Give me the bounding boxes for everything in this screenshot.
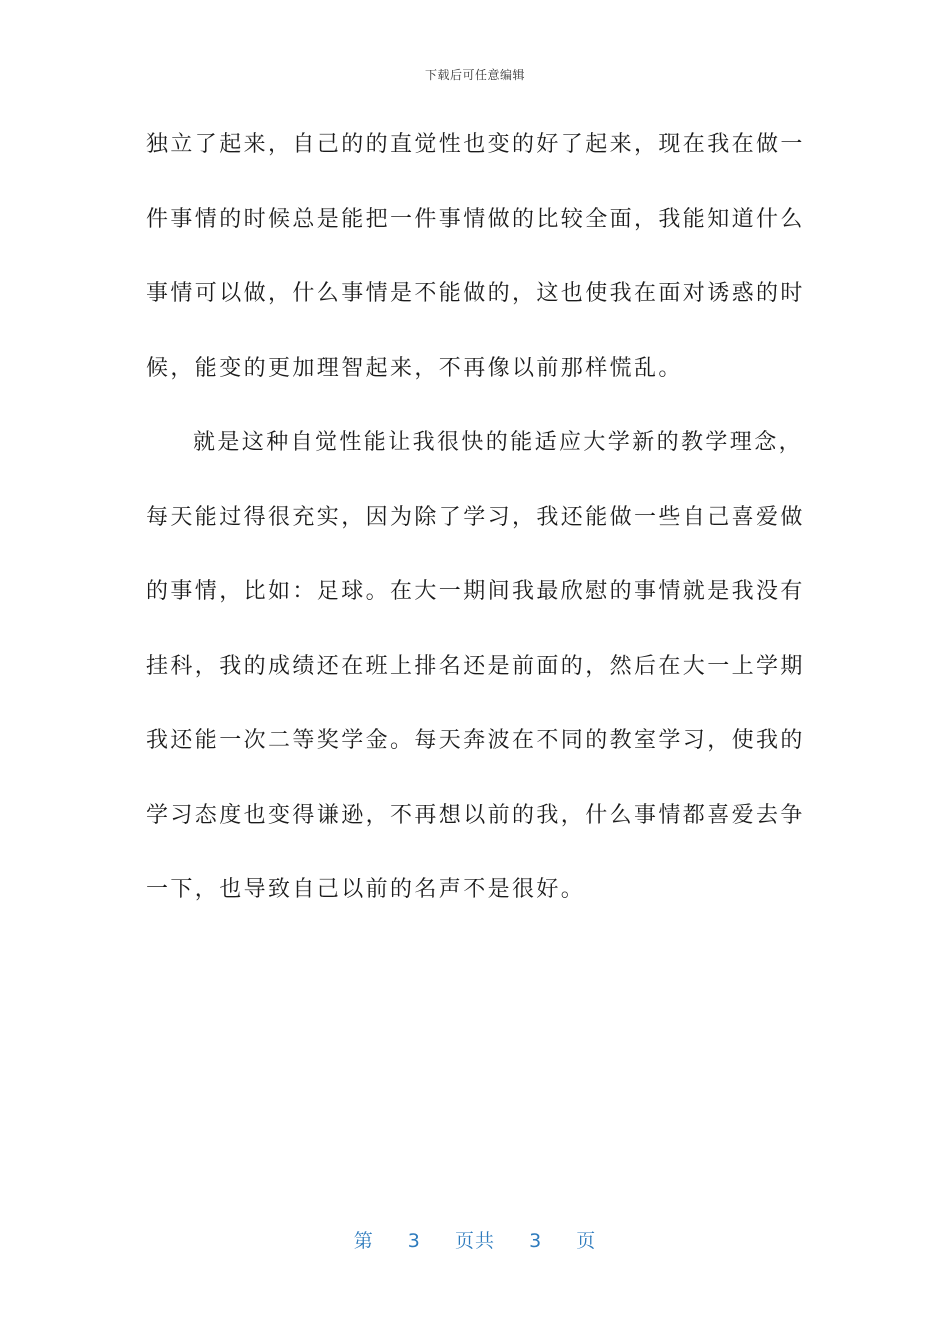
paragraph-first-line: 就是这种自觉性能让我很快的能适应大学新的教学理念， bbox=[193, 430, 804, 455]
text-line: 我还能一次二等奖学金。每天奔波在不同的教室学习，使我的 bbox=[146, 728, 805, 753]
text-line: 挂科，我的成绩还在班上排名还是前面的，然后在大一上学期 bbox=[146, 653, 805, 679]
text-line: 件事情的时候总是能把一件事情做的比较全面，我能知道什么 bbox=[146, 206, 805, 232]
text-line: 一下，也导致自己以前的名声不是很好。 bbox=[146, 877, 586, 902]
text-line: 独立了起来，自己的的直觉性也变的好了起来，现在我在做一 bbox=[146, 132, 805, 157]
page-label-mid: 页共 bbox=[454, 1230, 495, 1252]
text-line: 的事情，比如：足球。在大一期间我最欣慰的事情就是我没有 bbox=[146, 579, 805, 604]
total-pages-number: 3 bbox=[529, 1230, 543, 1252]
page-label-prefix: 第 bbox=[353, 1230, 374, 1252]
page-number-footer bbox=[0, 1226, 950, 1253]
text-line: 每天能过得很充实，因为除了学习，我还能做一些自己喜爱做 bbox=[146, 504, 805, 530]
page-header-note: 下载后可任意编辑 bbox=[424, 68, 525, 82]
document-body bbox=[146, 120, 806, 940]
text-line: 事情可以做，什么事情是不能做的，这也使我在面对诱惑的时 bbox=[146, 281, 805, 306]
text-line: 候，能变的更加理智起来，不再像以前那样慌乱。 bbox=[146, 355, 683, 381]
page-label-suffix: 页 bbox=[576, 1230, 597, 1252]
current-page-number: 3 bbox=[407, 1230, 421, 1252]
text-line: 学习态度也变得谦逊，不再想以前的我，什么事情都喜爱去争 bbox=[146, 802, 805, 828]
